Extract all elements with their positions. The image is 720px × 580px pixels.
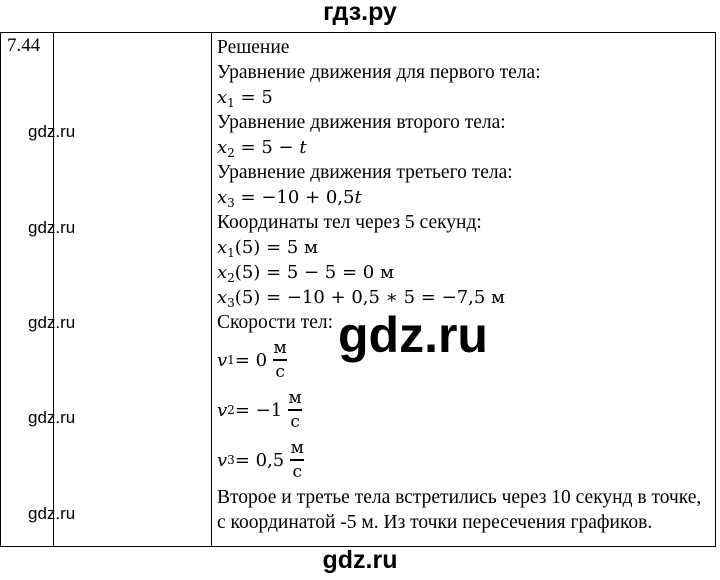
equation-line: $x_1 = 5$ — [217, 87, 273, 110]
velocity-line: v 2 = −1 $\frac{м}{с}$ — [217, 388, 302, 432]
unit-fraction: $\frac{м}{с}$ — [273, 338, 287, 382]
solution-title: Решение — [217, 37, 290, 58]
watermark-small: gdz.ru — [28, 218, 76, 237]
velocity-line: v 1 = 0 $\frac{м}{с}$ — [217, 338, 287, 382]
text-line: Уравнение движения третьего тела: — [217, 162, 513, 183]
watermark-small: gdz.ru — [28, 122, 76, 141]
column-divider — [211, 33, 212, 546]
watermark-large: gdz.ru — [338, 307, 488, 363]
site-footer-watermark: gdz.ru — [322, 546, 398, 574]
equation-line: $x_2 = 5 - t$ — [217, 137, 307, 160]
conclusion-text: Второе и третье тела встретились через 10 секунд в точке, с координатой -5 м. Из точки пересечения графиков. — [217, 487, 702, 533]
text-line: Скорости тел: — [217, 312, 334, 333]
equation-line: $x_3 = -10 + 0,5t$ — [217, 187, 362, 210]
text-line: Уравнение движения второго тела: — [217, 112, 506, 133]
equation-line: $x_2(5) = 5 - 5 = 0$ м — [217, 262, 394, 285]
unit-fraction: $\frac{м}{с}$ — [290, 438, 304, 482]
unit-fraction: $\frac{м}{с}$ — [288, 388, 302, 432]
problem-number: 7.44 — [7, 35, 41, 56]
watermark-small: gdz.ru — [28, 408, 76, 427]
equation-line: $x_3(5) = -10 + 0,5$ ∗ 5 = −7,5 м — [217, 287, 506, 310]
solution-table — [0, 32, 716, 547]
velocity-line: v 3 = 0,5 $\frac{м}{с}$ — [217, 438, 304, 482]
watermark-small: gdz.ru — [28, 504, 76, 523]
text-line: Координаты тел через 5 секунд: — [217, 212, 482, 233]
equation-line: $x_1(5) = 5$ м — [217, 237, 318, 260]
solution-text — [217, 35, 707, 535]
column-divider — [53, 33, 54, 546]
text-line: Уравнение движения для первого тела: — [217, 62, 541, 83]
site-header-watermark: гдз.ру — [323, 0, 397, 26]
watermark-small: gdz.ru — [28, 313, 76, 332]
